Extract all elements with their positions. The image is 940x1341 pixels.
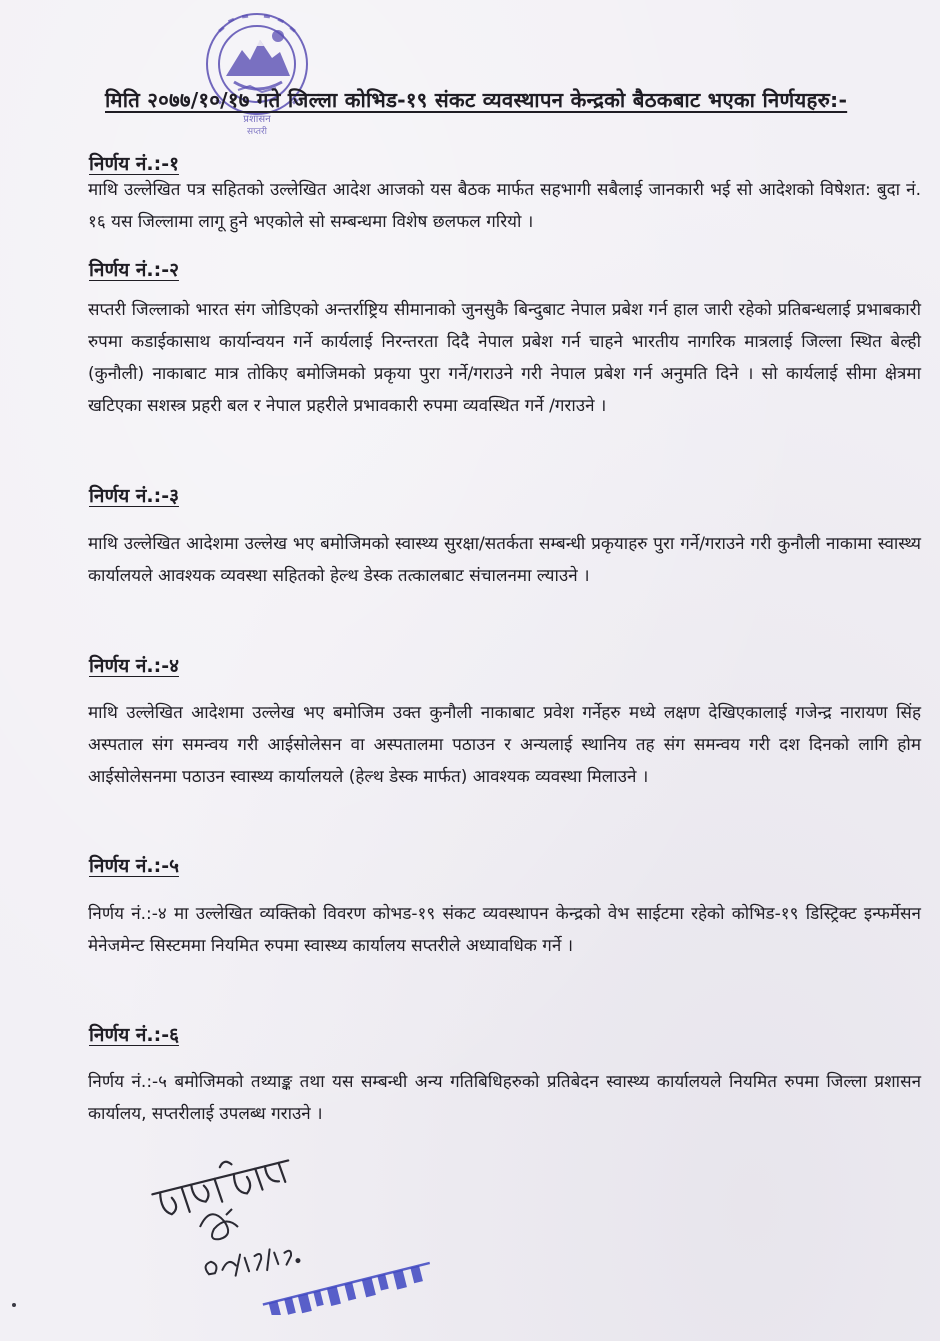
decision-body-5: निर्णय नं.:-४ मा उल्लेखित व्यक्तिको विवरण कोभड-१९ संकट व्यवस्थापन केन्द्रको वेभ साईटमा रहेको कोभिड-१९ डिस्ट्रिक्ट इन्फर्मेसन मेनेजमेन्ट सिस्टममा नियमित रुपमा स्वास्थ्य कार्यालय सप्तरीले अध्यावधिक गर्ने ।	[88, 904, 921, 956]
decision-body-1: माथि उल्लेखित पत्र सहितको उल्लेखित आदेश आजको यस बैठक मार्फत सहभागी सबैलाई जानकारी भई सो आदेशको विषेशत: बुदा नं. १६ यस जिल्लामा लागू हुने भएकोले सो सम्बन्धमा विशेष छलफल गरियो ।	[88, 180, 921, 232]
government-seal-icon	[198, 6, 316, 138]
svg-text:सप्तरी: सप्तरी	[247, 127, 267, 137]
decision-heading-6: निर्णय नं.:-६	[89, 1024, 179, 1046]
decision-heading-4: निर्णय नं.:-४	[89, 655, 179, 677]
decision-heading-5: निर्णय नं.:-५	[89, 855, 179, 877]
signature-stamp	[130, 1135, 450, 1315]
svg-text:प्रशासन: प्रशासन	[243, 114, 271, 125]
decision-body-3: माथि उल्लेखित आदेशमा उल्लेख भए बमोजिमको स्वास्थ्य सुरक्षा/सतर्कता सम्बन्धी प्रकृयाहरु पुरा गर्ने/गराउने गरी कुनौली नाकामा स्वास्थ्य कार्यालयले आवश्यक व्यवस्था सहितको हेल्थ डेस्क तत्कालबाट संचालनमा ल्याउने ।	[88, 534, 921, 586]
decision-body-4: माथि उल्लेखित आदेशमा उल्लेख भए बमोजिम उक्त कुनौली नाकाबाट प्रवेश गर्नेहरु मध्ये लक्षण देखिएकालाई गजेन्द्र नारायण सिंह अस्पताल संग समन्वय गरी आईसोलेसन वा अस्पतालमा पठाउन र अन्यलाई स्थानिय तह संग समन्वय गरी दश दिनको लागि होम आईसोलेसनमा पठाउन स्वास्थ्य कार्यालयले (हेल्थ डेस्क मार्फत) आवश्यक व्यवस्था मिलाउने ।	[88, 703, 921, 787]
paper-speck	[12, 1303, 16, 1307]
decision-heading-1: निर्णय नं.:-१	[89, 153, 179, 175]
decision-body-2: सप्तरी जिल्लाको भारत संग जोडिएको अन्तर्राष्ट्रिय सीमानाको जुनसुकै बिन्दुबाट नेपाल प्रबेश गर्न हाल जारी रहेको प्रतिबन्धलाई प्रभाबकारी रुपमा कडाईकासाथ कार्यान्वयन गर्ने कार्यलाई निरन्तरता दिदै नेपाल प्रबेश गर्न चाहने भारतीय नागरिक मात्रलाई जिल्ला स्थित बेल्ही (कुनौली) नाकाबाट मात्र तोकिए बमोजिमको प्रकृया पुरा गर्ने/गराउने गरी नेपाल प्रबेश गर्न अनुमति दिने । सो कार्यलाई सीमा क्षेत्रमा खटिएका सशस्त्र प्रहरी बल र नेपाल प्रहरीले प्रभावकारी रुपमा व्यवस्थित गर्ने /गराउने ।	[88, 300, 921, 416]
decision-heading-2: निर्णय नं.:-२	[89, 259, 179, 281]
decision-body-6: निर्णय नं.:-५ बमोजिमको तथ्याङ्क तथा यस सम्बन्धी अन्य गतिबिधिहरुको प्रतिबेदन स्वास्थ्य कार्यालयले नियमित रुपमा जिल्ला प्रशासन कार्यालय, सप्तरीलाई उपलब्ध गराउने ।	[88, 1072, 921, 1124]
page-title: मिति २०७७/१०/१७ गते जिल्ला कोभिड-१९ संकट व्यवस्थापन केन्द्रको बैठकबाट भएका निर्णयहरु:-	[105, 88, 848, 112]
decision-heading-3: निर्णय नं.:-३	[89, 485, 179, 507]
